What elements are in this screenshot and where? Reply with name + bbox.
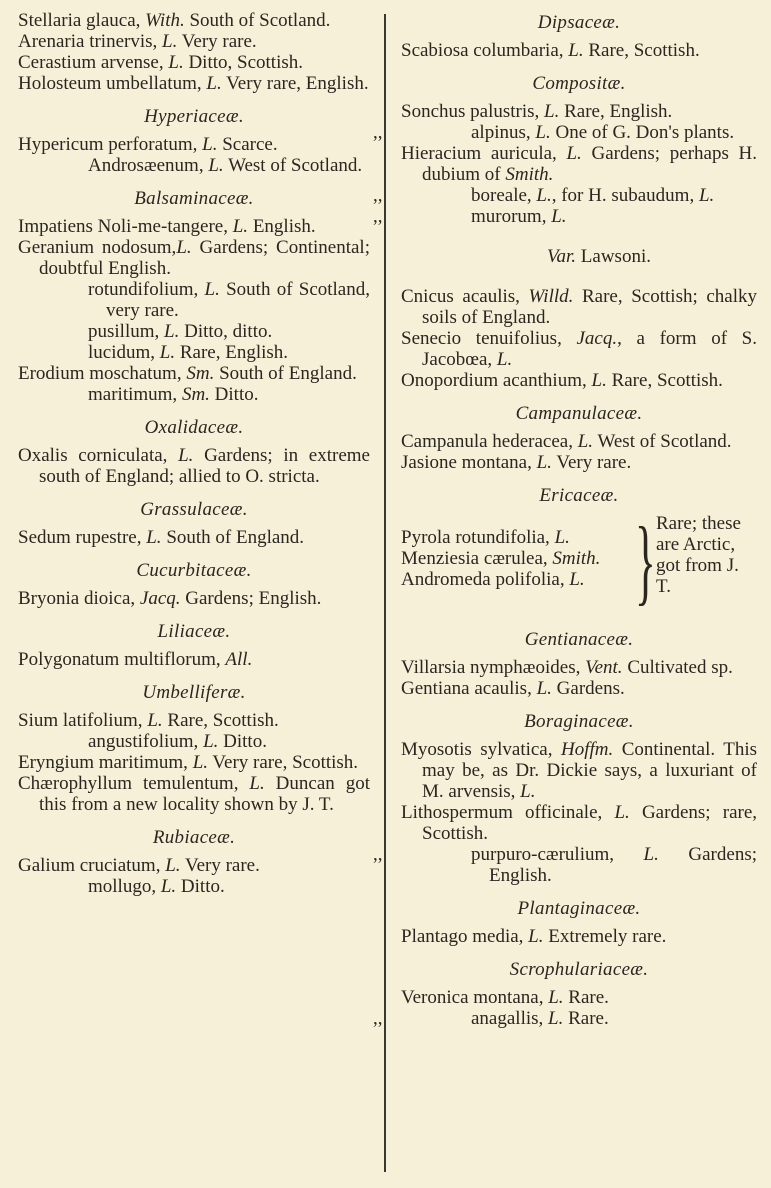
species-name: rotundifolium, (88, 279, 205, 300)
species-authority: Jacq. (139, 588, 181, 609)
species-entry (401, 657, 757, 678)
section-gentianaceae (401, 629, 757, 699)
species-name: anagallis, (471, 1008, 549, 1029)
family-heading: Boraginaceæ. (524, 711, 634, 732)
species-name: Sedum rupestre, (18, 527, 147, 548)
species-note: Gardens. (551, 678, 625, 699)
species-name: Andromeda polifolia, (401, 569, 570, 590)
species-note: Gardens; in extreme south of England; allied to O. stricta. (39, 445, 370, 487)
species-authority: L. (206, 73, 222, 94)
species-name: Onopordium acanthium, (401, 370, 592, 391)
species-authority: L. (202, 134, 218, 155)
species-authority: L. (591, 370, 607, 391)
species-authority: Jacq. (576, 328, 618, 349)
species-authority: L. (192, 752, 209, 773)
species-note: Gardens; rare, Scottish. (422, 802, 758, 844)
species-note: , a form of S. Jacobœa, (422, 328, 757, 370)
species-authority: L. (568, 40, 584, 61)
species-name: mollugo, (88, 876, 161, 897)
species-authority: L. (160, 876, 177, 897)
species-authority: All. (225, 649, 253, 670)
section-balsaminaceae (18, 188, 370, 405)
species-note: South of England. (214, 363, 357, 384)
species-entry (18, 216, 370, 237)
family-heading: Umbelliferæ. (142, 682, 246, 703)
species-authority: L. (528, 926, 544, 947)
species-note: Cultivated sp. (622, 657, 733, 678)
species-entry (18, 773, 370, 815)
species-authority: L. (204, 279, 220, 300)
species-note: Very rare. (177, 31, 257, 52)
species-note-italic: Smith. (505, 164, 554, 185)
section-plantaginaceae (401, 898, 757, 947)
species-entry (18, 237, 370, 279)
species-note: Ditto, Scottish. (183, 52, 303, 73)
species-entry (18, 731, 370, 752)
species-entry (373, 1008, 757, 1029)
species-name: Sium latifolium, (18, 710, 148, 731)
species-authority: L. (569, 569, 585, 590)
species-entry (401, 802, 757, 844)
section-boraginaceae (373, 711, 758, 886)
species-name: Cerastium arvense, (18, 52, 169, 73)
variety-name: Lawsoni. (576, 246, 651, 267)
species-name: Sonchus palustris, (401, 101, 545, 122)
species-note: Very rare. (180, 855, 260, 876)
species-name: Hieracium auricula, (401, 143, 567, 164)
species-name: Arenaria trinervis, (18, 31, 163, 52)
species-authority: L. (548, 987, 564, 1008)
species-entry (373, 206, 757, 227)
species-entry (18, 527, 370, 548)
family-heading: Ericaceæ. (539, 485, 619, 506)
ditto-mark: ,, (373, 185, 383, 206)
variety-label: Var. (547, 246, 577, 267)
species-entry (18, 155, 370, 176)
species-entry (18, 855, 370, 876)
species-entry (18, 73, 370, 94)
species-authority: Vent. (585, 657, 623, 678)
species-authority: L. (165, 855, 181, 876)
species-note: West of Scotland. (593, 431, 732, 452)
species-note: Gardens; perhaps H. dubium of (422, 143, 757, 185)
species-name: Lithospermum officinale, (401, 802, 615, 823)
species-authority: L. (536, 452, 552, 473)
family-heading: Dipsaceæ. (537, 12, 621, 33)
ditto-mark: ,, (373, 844, 383, 865)
species-entry (18, 363, 370, 384)
species-note: Rare, English. (175, 342, 289, 363)
species-name: Erodium moschatum, (18, 363, 187, 384)
species-authority: L. (544, 101, 560, 122)
species-note: Rare, English. (559, 101, 673, 122)
species-name: Stellaria glauca, (18, 10, 146, 31)
ditto-mark: ,, (373, 206, 383, 227)
section-cucurbitaceae (18, 560, 370, 609)
species-name: alpinus, (471, 122, 536, 143)
section-caryophyllaceae-continued (18, 10, 370, 94)
species-name: Hypericum perforatum, (18, 134, 203, 155)
species-authority: Hoffm. (560, 739, 614, 760)
section-liliaceae (18, 621, 370, 670)
species-name: Myosotis sylvatica, (401, 739, 561, 760)
species-entry (18, 445, 370, 487)
species-name: Campanula hederacea, (401, 431, 578, 452)
species-authority: L. (164, 321, 180, 342)
species-entry (401, 143, 757, 185)
species-entry (401, 286, 757, 328)
species-name: Holosteum umbellatum, (18, 73, 207, 94)
species-note-italic: L. (520, 781, 536, 802)
species-authority: L. (178, 445, 194, 466)
species-name: Menziesia cærulea, (401, 548, 553, 569)
species-authority: L. (554, 527, 570, 548)
left-column (18, 10, 370, 897)
species-entry (401, 101, 757, 122)
ditto-mark (48, 155, 88, 176)
species-entry (18, 384, 370, 405)
species-authority: Sm. (186, 363, 215, 384)
species-note: Rare. (563, 987, 609, 1008)
species-authority: Sm. (181, 384, 210, 405)
species-note: Very rare, English. (221, 73, 369, 94)
species-entry (401, 678, 757, 699)
species-entry (18, 649, 370, 670)
species-note: Rare, Scottish. (606, 370, 723, 391)
species-entry (18, 752, 370, 773)
species-entry (401, 370, 757, 391)
species-authority: L. (203, 731, 219, 752)
species-name: maritimum, (88, 384, 182, 405)
species-authority: L. (176, 237, 192, 258)
ditto-mark (48, 384, 88, 405)
family-heading: Scrophulariaceæ. (509, 959, 649, 980)
family-heading: Oxalidaceæ. (144, 417, 244, 438)
species-entry (401, 987, 757, 1008)
species-entry (18, 342, 370, 363)
species-name: Pyrola rotundifolia, (401, 527, 555, 548)
species-authority: L. (577, 431, 594, 452)
ditto-mark (48, 279, 88, 300)
species-entry (401, 431, 757, 452)
section-hyperiaceae (18, 106, 370, 176)
section-rubiaceae (18, 827, 370, 897)
species-note: , for H. subaudum, (551, 185, 699, 206)
ditto-mark (48, 876, 88, 897)
species-authority: L. (232, 216, 249, 237)
species-name: purpuro-cærulium, (471, 844, 644, 865)
species-authority: L. (159, 342, 176, 363)
species-authority: L. (643, 844, 659, 865)
species-authority: L. (208, 155, 224, 176)
species-authority: L. (551, 206, 567, 227)
species-name: angustifolium, (88, 731, 204, 752)
species-name: Oxalis corniculata, (18, 445, 179, 466)
species-name: murorum, (471, 206, 552, 227)
species-note: Very rare. (551, 452, 632, 473)
species-note: Extremely rare. (543, 926, 667, 947)
species-authority: L. (168, 52, 184, 73)
species-name: Polygonatum multiflorum, (18, 649, 226, 670)
species-entry (18, 31, 370, 52)
family-heading: Balsaminaceæ. (134, 188, 254, 209)
species-name: Scabiosa columbaria, (401, 40, 569, 61)
species-name: Jasione montana, (401, 452, 537, 473)
bracketed-species (401, 527, 600, 590)
species-note: Rare, Scottish. (162, 710, 279, 731)
ditto-mark (48, 731, 88, 752)
species-entry (401, 569, 600, 590)
species-note: Ditto. (209, 384, 259, 405)
section-scrophulariaceae (373, 959, 757, 1029)
species-note-italic: L. (698, 185, 715, 206)
species-entry (401, 527, 600, 548)
species-name: Geranium nodosum, (18, 237, 177, 258)
species-note: Rare, Scottish. (583, 40, 700, 61)
species-name: lucidum, (88, 342, 160, 363)
section-oxalidaceae (18, 417, 370, 487)
species-entry (18, 710, 370, 731)
ditto-mark (48, 321, 88, 342)
species-name: Senecio tenuifolius, (401, 328, 577, 349)
species-note: Very rare, Scottish. (208, 752, 359, 773)
brace-icon: } (635, 507, 656, 614)
species-note: Gardens; Continental; doubtful English. (39, 237, 370, 279)
species-authority: L. (162, 31, 178, 52)
ditto-mark (48, 342, 88, 363)
species-name: Veronica montana, (401, 987, 549, 1008)
species-authority: L. (536, 678, 552, 699)
species-entry (18, 10, 370, 31)
species-name: boreale, (471, 185, 537, 206)
section-umbelliferae (18, 682, 370, 815)
family-heading: Rubiaceæ. (152, 827, 236, 848)
species-note: Ditto. (218, 731, 267, 752)
species-authority: L. (536, 185, 552, 206)
species-name: Villarsia nymphæoides, (401, 657, 586, 678)
family-heading: Cucurbitaceæ. (136, 560, 252, 581)
section-crassulaceae (18, 499, 370, 548)
species-entry (18, 876, 370, 897)
family-heading: Compositæ. (532, 73, 626, 94)
species-note: Ditto. (176, 876, 225, 897)
column-divider (384, 14, 386, 1172)
species-note: English. (248, 216, 316, 237)
species-name: Bryonia dioica, (18, 588, 140, 609)
species-note: Duncan got this from a new locality shown by J. T. (39, 773, 370, 815)
species-authority: L. (147, 710, 163, 731)
species-entry (401, 548, 600, 569)
family-heading: Grassulaceæ. (140, 499, 248, 520)
species-note: Gardens; English. (489, 844, 757, 886)
family-heading: Campanulaceæ. (515, 403, 643, 424)
bracketed-group (401, 507, 757, 617)
bracket-note: Rare; these are Arctic, got from J. T. (656, 513, 741, 597)
species-authority: L. (249, 773, 265, 794)
species-note: West of Scotland. (223, 155, 363, 176)
species-authority: Willd. (528, 286, 574, 307)
family-heading: Plantaginaceæ. (517, 898, 641, 919)
species-entry (401, 452, 757, 473)
ditto-mark: ,, (373, 122, 383, 143)
right-column (373, 10, 758, 1029)
species-entry (401, 40, 757, 61)
species-entry (18, 588, 370, 609)
species-note-italic: L. (496, 349, 513, 370)
species-authority: Smith. (552, 548, 601, 569)
species-note: South of Scotland. (184, 10, 331, 31)
family-heading: Gentianaceæ. (524, 629, 634, 650)
species-entry (373, 185, 757, 206)
species-name: Cnicus acaulis, (401, 286, 529, 307)
species-note: Gardens; English. (180, 588, 322, 609)
species-name: Plantago media, (401, 926, 529, 947)
species-name: Gentiana acaulis, (401, 678, 537, 699)
species-entry (401, 926, 757, 947)
family-heading: Liliaceæ. (157, 621, 231, 642)
species-authority: L. (614, 802, 630, 823)
species-note: South of England. (161, 527, 305, 548)
section-dipsaceae (401, 12, 757, 61)
species-note: South of Scotland, very rare. (106, 279, 370, 321)
species-entry (18, 279, 370, 321)
species-entry (401, 328, 757, 370)
species-authority: L. (548, 1008, 564, 1029)
species-entry (373, 122, 757, 143)
species-name: Impatiens Noli-me-tangere, (18, 216, 233, 237)
species-note: Ditto, ditto. (179, 321, 273, 342)
section-compositae (373, 73, 757, 391)
species-entry (18, 321, 370, 342)
species-name: Galium cruciatum, (18, 855, 166, 876)
species-note: One of G. Don's plants. (550, 122, 735, 143)
species-note: Rare. (563, 1008, 609, 1029)
species-note: Continental. This may be, as Dr. Dickie says, a luxuriant of M. arvensis, (422, 739, 757, 802)
section-ericaceae (401, 485, 757, 617)
species-name: Eryngium maritimum, (18, 752, 193, 773)
species-entry (373, 844, 757, 886)
species-authority: L. (146, 527, 162, 548)
species-entry (18, 134, 370, 155)
species-name: Androsæenum, (88, 155, 209, 176)
species-authority: With. (145, 10, 185, 31)
species-authority: L. (566, 143, 582, 164)
species-entry (401, 739, 757, 802)
species-note: Rare, Scottish; chalky soils of England. (422, 286, 757, 328)
species-name: Chærophyllum temulentum, (18, 773, 250, 794)
species-name: pusillum, (88, 321, 165, 342)
family-heading: Hyperiaceæ. (144, 106, 244, 127)
species-note: Scarce. (217, 134, 278, 155)
ditto-mark: ,, (373, 1008, 383, 1029)
variety-line (401, 246, 757, 267)
section-campanulaceae (401, 403, 757, 473)
species-authority: L. (535, 122, 551, 143)
species-entry (18, 52, 370, 73)
